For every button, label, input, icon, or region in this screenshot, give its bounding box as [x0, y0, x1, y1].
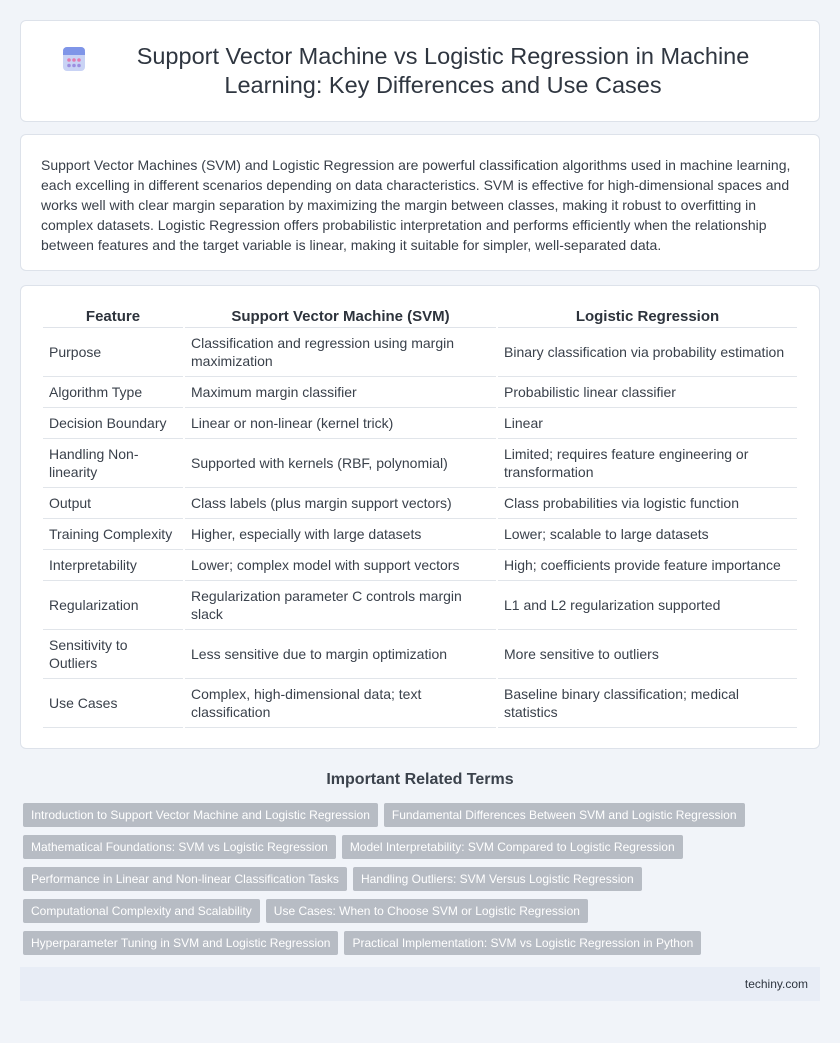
feature-cell: Purpose [43, 328, 183, 377]
feature-cell: Regularization [43, 581, 183, 630]
related-term-tag[interactable]: Computational Complexity and Scalability [23, 899, 260, 923]
page-title: Support Vector Machine vs Logistic Regression in Machine Learning: Key Differences and Use Cases [136, 43, 750, 98]
table-row [43, 439, 797, 488]
table-row [43, 679, 797, 728]
logistic-cell: Linear [498, 408, 797, 439]
header-svm: Support Vector Machine (SVM) [185, 302, 496, 328]
header-card [20, 20, 820, 122]
calculator-icon [61, 46, 87, 72]
intro-paragraph: Support Vector Machines (SVM) and Logistic Regression are powerful classification algorithms used in machine learning, each excelling in different scenarios depending on data characteristics. SVM is effective for high-dimensional spaces and works well with clear margin separation by maximizing the margin between classes, making it robust to overfitting in complex datasets. Logistic Regression offers probabilistic interpretation and performs efficiently when the relationship between features and the target variable is linear, making it suitable for simpler, well-separated data. [41, 157, 791, 253]
svm-cell: Linear or non-linear (kernel trick) [185, 408, 496, 439]
table-header-row [43, 302, 797, 328]
table-row [43, 377, 797, 408]
svm-cell: Classification and regression using margin maximization [185, 328, 496, 377]
feature-cell: Handling Non-linearity [43, 439, 183, 488]
related-term-tag[interactable]: Introduction to Support Vector Machine and Logistic Regression [23, 803, 378, 827]
logistic-cell: Class probabilities via logistic function [498, 488, 797, 519]
table-row [43, 328, 797, 377]
related-terms-list [20, 803, 820, 963]
related-term-tag[interactable]: Use Cases: When to Choose SVM or Logistic Regression [266, 899, 588, 923]
table-row [43, 519, 797, 550]
svm-cell: Less sensitive due to margin optimization [185, 630, 496, 679]
related-term-tag[interactable]: Mathematical Foundations: SVM vs Logistic Regression [23, 835, 336, 859]
svm-cell: Higher, especially with large datasets [185, 519, 496, 550]
svm-cell: Complex, high-dimensional data; text classification [185, 679, 496, 728]
table-row [43, 581, 797, 630]
feature-cell: Use Cases [43, 679, 183, 728]
feature-cell: Algorithm Type [43, 377, 183, 408]
comparison-table-card [20, 285, 820, 749]
logistic-cell: Limited; requires feature engineering or transformation [498, 439, 797, 488]
logistic-cell: Baseline binary classification; medical statistics [498, 679, 797, 728]
footer-brand-link[interactable]: techiny.com [744, 977, 808, 991]
related-term-tag[interactable]: Hyperparameter Tuning in SVM and Logistic Regression [23, 931, 338, 955]
svm-cell: Maximum margin classifier [185, 377, 496, 408]
logistic-cell: Binary classification via probability estimation [498, 328, 797, 377]
feature-cell: Decision Boundary [43, 408, 183, 439]
logistic-cell: Probabilistic linear classifier [498, 377, 797, 408]
related-terms-title: Important Related Terms [326, 771, 514, 788]
comparison-table [41, 302, 799, 728]
table-row [43, 630, 797, 679]
intro-card [20, 134, 820, 271]
svm-cell: Lower; complex model with support vectors [185, 550, 496, 581]
table-row [43, 488, 797, 519]
feature-cell: Sensitivity to Outliers [43, 630, 183, 679]
feature-cell: Interpretability [43, 550, 183, 581]
related-term-tag[interactable]: Performance in Linear and Non-linear Classification Tasks [23, 867, 347, 891]
logistic-cell: High; coefficients provide feature importance [498, 550, 797, 581]
feature-cell: Output [43, 488, 183, 519]
feature-cell: Training Complexity [43, 519, 183, 550]
logistic-cell: L1 and L2 regularization supported [498, 581, 797, 630]
svm-cell: Regularization parameter C controls margin slack [185, 581, 496, 630]
table-row [43, 550, 797, 581]
related-term-tag[interactable]: Fundamental Differences Between SVM and Logistic Regression [384, 803, 745, 827]
footer [20, 967, 820, 1001]
related-term-tag[interactable]: Handling Outliers: SVM Versus Logistic Regression [353, 867, 642, 891]
related-term-tag[interactable]: Practical Implementation: SVM vs Logistic Regression in Python [344, 931, 701, 955]
logistic-cell: Lower; scalable to large datasets [498, 519, 797, 550]
related-term-tag[interactable]: Model Interpretability: SVM Compared to Logistic Regression [342, 835, 683, 859]
svm-cell: Supported with kernels (RBF, polynomial) [185, 439, 496, 488]
header-logistic: Logistic Regression [498, 302, 797, 328]
table-row [43, 408, 797, 439]
header-feature: Feature [43, 302, 183, 328]
svm-cell: Class labels (plus margin support vectors) [185, 488, 496, 519]
logistic-cell: More sensitive to outliers [498, 630, 797, 679]
